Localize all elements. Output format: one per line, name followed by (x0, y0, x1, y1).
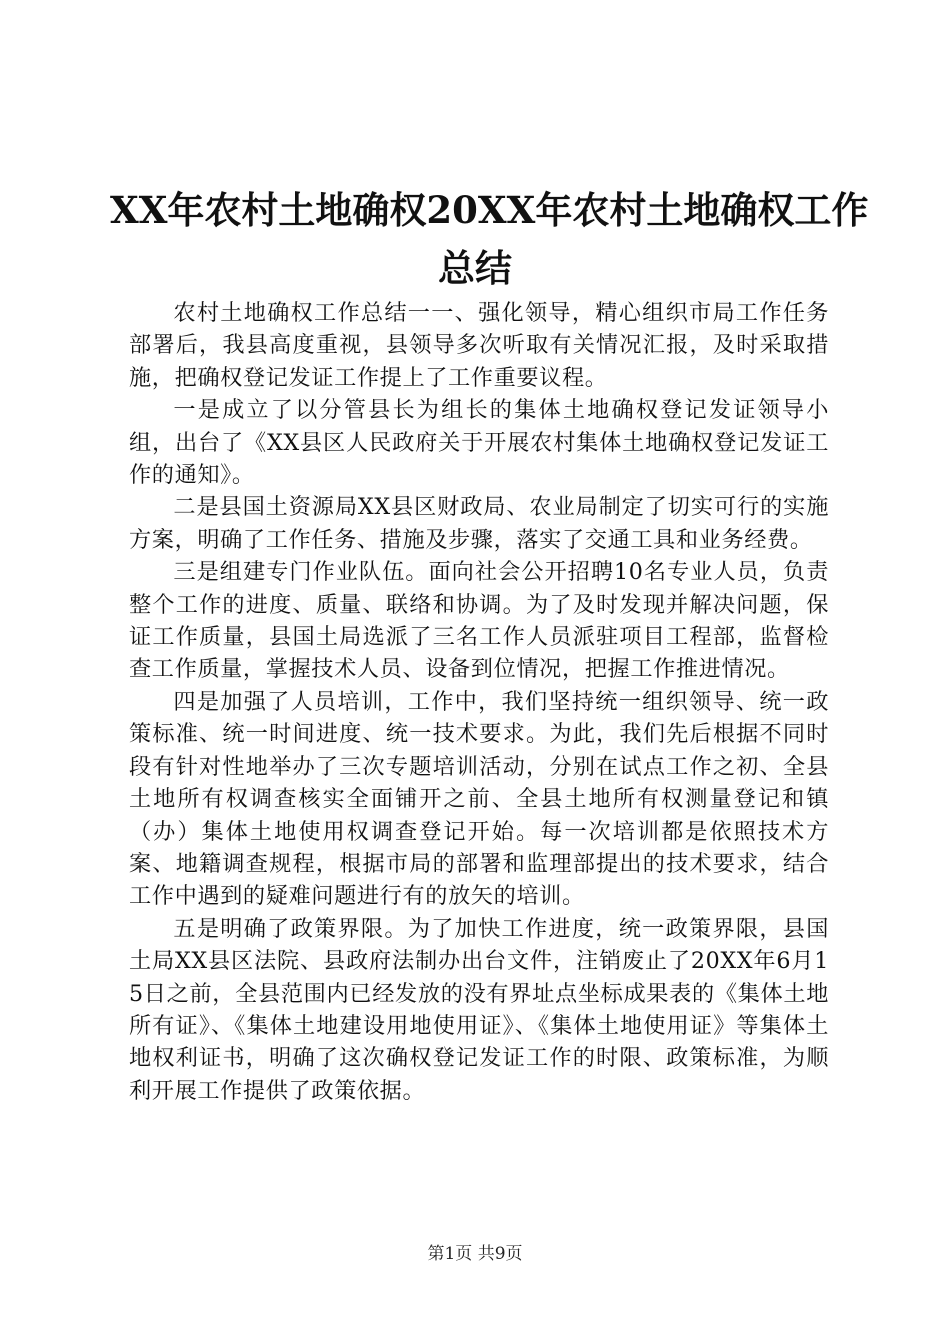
document-title-line-1: XX年农村土地确权20XX年农村土地确权工作 (110, 188, 869, 232)
page-number-footer: 第1页 共9页 (427, 1244, 523, 1264)
paragraph-4: 三是组建专门作业队伍。面向社会公开招聘10名专业人员，负责整个工作的进度、质量、联络和协调。为了及时发现并解决问题，保证工作质量，县国土局选派了三名工作人员派驻项目工程部，监督检查工作质量，掌握技术人员、设备到位情况，把握工作推进情况。 (129, 559, 829, 683)
document-body (129, 297, 829, 1107)
paragraph-5: 四是加强了人员培训，工作中，我们坚持统一组织领导、统一政策标准、统一时间进度、统一技术要求。为此，我们先后根据不同时段有针对性地举办了三次专题培训活动，分别在试点工作之初、全县土地所有权调查核实全面铺开之前、全县土地所有权测量登记和镇（办）集体土地使用权调查登记开始。每一次培训都是依照技术方案、地籍调查规程，根据市局的部署和监理部提出的技术要求，结合工作中遇到的疑难问题进行有的放矢的培训。 (129, 688, 829, 910)
paragraph-6: 五是明确了政策界限。为了加快工作进度，统一政策界限，县国土局XX县区法院、县政府法制办出台文件，注销废止了20XX年6月15日之前，全县范围内已经发放的没有界址点坐标成果表的《集体土地所有证》、《集体土地建设用地使用证》、《集体土地使用证》等集体土地权利证书，明确了这次确权登记发证工作的时限、政策标准，为顺利开展工作提供了政策依据。 (129, 915, 829, 1104)
paragraph-1: 农村土地确权工作总结一一、强化领导，精心组织市局工作任务部署后，我县高度重视，县领导多次听取有关情况汇报，及时采取措施，把确权登记发证工作提上了工作重要议程。 (129, 300, 829, 391)
document-title-line-2: 总结 (438, 246, 512, 290)
paragraph-2: 一是成立了以分管县长为组长的集体土地确权登记发证领导小组，出台了《XX县区人民政府关于开展农村集体土地确权登记发证工作的通知》。 (129, 397, 829, 489)
paragraph-3: 二是县国土资源局XX县区财政局、农业局制定了切实可行的实施方案，明确了工作任务、措施及步骤，落实了交通工具和业务经费。 (129, 494, 829, 553)
